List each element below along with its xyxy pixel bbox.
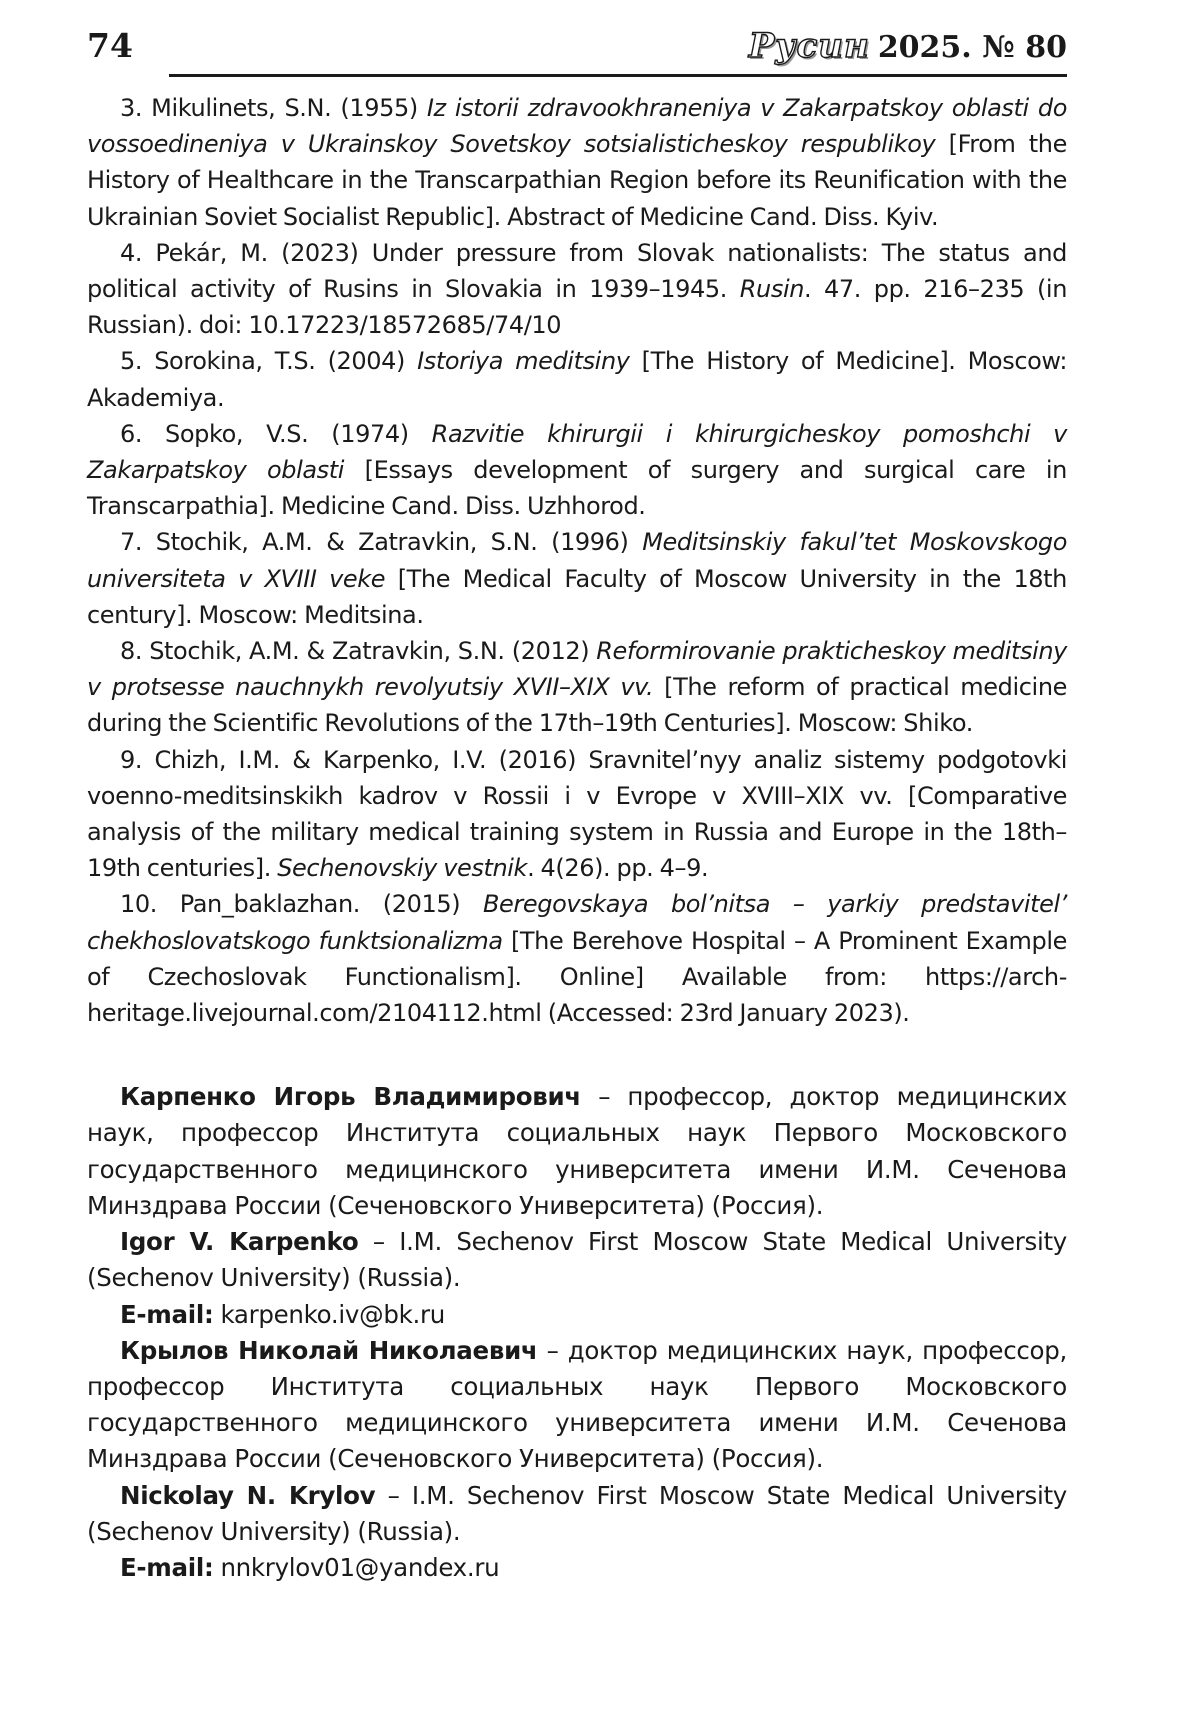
reference-text: [The History of Medicine]. Moscow: Akademiya. — [87, 347, 1068, 412]
author-en-text: – I.M. Sechenov First Moscow State Medical University (Sechenov University) (Russia). — [87, 1480, 1068, 1546]
running-header — [87, 22, 1067, 78]
journal-page — [87, 22, 1067, 1586]
author-en-name: Nickolay N. Krylov — [120, 1480, 376, 1510]
page-number: 74 — [87, 26, 133, 65]
reference-item — [87, 90, 1067, 235]
reference-text: [From the History of Healthcare in the Transcarpathian Region before its Reunification with the Ukrainian Soviet Socialist Republic]. Abstract of Medicine Cand. Diss. Kyiv. — [87, 130, 1067, 231]
reference-text: [The Medical Faculty of Moscow University in the 18th century]. Moscow: Meditsina. — [87, 564, 1067, 629]
author-ru-text: – профессор, доктор медицинских наук, профессор Института социальных наук Первого Московского государственного медицинского университета имени И.М. Сеченова Минздрава России (Сеченовского Университета) (Россия). — [87, 1082, 1067, 1220]
reference-text: 10. Pan_baklazhan. (2015) — [120, 890, 483, 919]
reference-item — [87, 343, 1067, 415]
email-address: nnkrylov01@yandex.ru — [213, 1552, 500, 1582]
author-en-text: – I.M. Sechenov First Moscow State Medical University (Sechenov University) (Russia). — [87, 1227, 1067, 1293]
header-rule — [169, 74, 1067, 77]
author-en-bio — [87, 1224, 1067, 1296]
author-en-bio — [87, 1478, 1067, 1550]
author-en-name: Igor V. Karpenko — [120, 1227, 359, 1257]
email-address: karpenko.iv@bk.ru — [213, 1299, 445, 1329]
reference-text: [The Berehove Hospital – A Prominent Example of Czechoslovak Functionalism]. Online] Available from: https://arch-heritage.livejournal.com/2104112.html (Accessed: 23rd January 2023). — [87, 926, 1067, 1028]
journal-name-logo: Русин — [748, 26, 870, 66]
reference-item — [87, 633, 1067, 742]
reference-item — [87, 524, 1067, 633]
author-ru-name: Карпенко Игорь Владимирович — [120, 1082, 581, 1112]
reference-item — [87, 235, 1067, 344]
reference-text: 5. Sorokina, T.S. (2004) — [120, 347, 418, 376]
reference-title: Sechenovskiy vestnik — [277, 854, 528, 883]
reference-title: Beregovskaya bol’nitsa – yarkiy predstavitel’ chekhoslovatskogo funktsionalizma — [87, 890, 1068, 955]
reference-title: Razvitie khirurgii i khirurgicheskoy pomoshchi v Zakarpatskoy oblasti — [87, 419, 1067, 485]
reference-item — [87, 886, 1067, 1031]
author-ru-bio — [87, 1333, 1067, 1478]
reference-title: Rusin — [739, 275, 805, 304]
email-label: E-mail: — [120, 1299, 214, 1329]
author-info — [87, 1079, 1067, 1586]
reference-text: [The reform of practical medicine during the Scientific Revolutions of the 17th–19th Centuries]. Moscow: Shiko. — [87, 673, 1067, 738]
journal-issue: 2025. № 80 — [877, 30, 1067, 65]
reference-item — [87, 416, 1067, 525]
reference-text: 3. Mikulinets, S.N. (1955) — [120, 94, 427, 122]
reference-title: Reformirovanie prakticheskoy meditsiny v protsesse nauchnykh revolyutsiy XVII–XIX vv. — [87, 637, 1067, 702]
reference-title: Meditsinskiy fakul’tet Moskovskogo universiteta v XVIII veke — [87, 528, 1067, 593]
reference-text: . 47. pp. 216–235 (in Russian). doi: 10.17223/18572685/74/10 — [87, 275, 1067, 340]
reference-text: [Essays development of surgery and surgical care in Transcarpathia]. Medicine Cand. Diss. Uzhhorod. — [87, 456, 1067, 521]
reference-text: 4. Pekár, M. (2023) Under pressure from Slovak nationalists: The status and political activity of Rusins in Slovakia in 1939–1945. — [87, 238, 1067, 304]
author-email — [87, 1297, 1067, 1333]
reference-title: Istoriya meditsiny — [417, 347, 630, 376]
reference-text: . 4(26). pp. 4–9. — [527, 854, 709, 883]
reference-item — [87, 742, 1067, 887]
author-email — [87, 1550, 1067, 1586]
reference-list — [87, 90, 1067, 1031]
journal-issue-info — [749, 26, 1067, 66]
reference-title: Iz istorii zdravookhraneniya v Zakarpatskoy oblasti do vossoedineniya v Ukrainskoy Sovetskoy sotsialisticheskoy respublikoy — [87, 94, 1067, 159]
reference-text: 9. Chizh, I.M. & Karpenko, I.V. (2016) Sravnitel’nyy analiz sistemy podgotovki voenno-meditsinskikh kadrov v Rossii i v Evrope v XVIII–XIX vv. [Comparative analysis of the military medical training system in Russia and Europe in the 18th–19th centuries]. — [87, 745, 1067, 883]
author-ru-text: – доктор медицинских наук, профессор, профессор Института социальных наук Первого Московского государственного медицинского университета имени И.М. Сеченова Минздрава России (Сеченовского Университета) (Россия). — [87, 1335, 1067, 1474]
author-ru-name: Крылов Николай Николаевич — [120, 1335, 538, 1365]
reference-text: 8. Stochik, A.M. & Zatravkin, S.N. (2012) — [120, 637, 597, 666]
reference-text: 7. Stochik, A.M. & Zatravkin, S.N. (1996) — [120, 528, 643, 557]
email-label: E-mail: — [120, 1552, 214, 1582]
reference-text: 6. Sopko, V.S. (1974) — [120, 419, 432, 448]
author-ru-bio — [87, 1079, 1067, 1224]
